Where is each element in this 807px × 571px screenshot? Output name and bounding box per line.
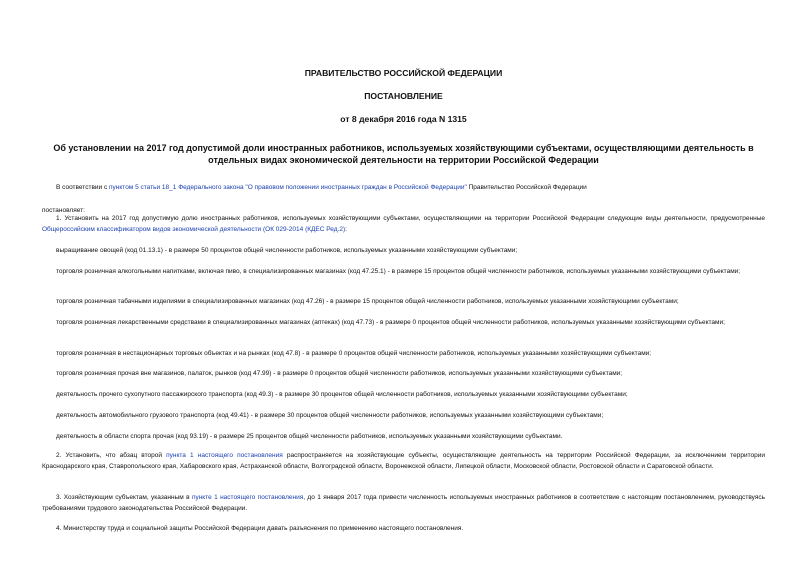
paragraph-1-suffix: : — [345, 226, 347, 233]
list-item: торговля розничная в нестационарных торговых объектах и на рынках (код 47.8) - в размере 0 процентов общей численности работников, используемых указанными хозяйствующими субъектами; — [56, 350, 652, 357]
decides-text: постановляет: — [42, 207, 85, 214]
document-title: Об установлении на 2017 год допустимой доли иностранных работников, используемых хозяйствующими субъектами, осуществляющими деятельность в отдельных видах экономической деятельности на территории Российской Федерации — [53, 143, 754, 165]
preamble-suffix: Правительство Российской Федерации — [466, 184, 587, 191]
doc-type-heading: ПОСТАНОВЛЕНИЕ — [364, 91, 443, 101]
list-item: торговля розничная табачными изделиями в специализированных магазинах (код 47.26) - в размере 15 процентов общей численности работников, используемых указанными хозяйствующими субъектами; — [56, 298, 679, 305]
list-item: деятельность автомобильного грузового транспорта (код 49.41) - в размере 30 процентов общей численности работников, используемых указанными хозяйствующими субъектами; — [56, 412, 604, 419]
paragraph-3-suffix: , до 1 января 2017 года привести численность используемых иностранных работников в соответствие с настоящим постановлением, руководствуясь требованиями трудового законодательства Российской Федерации. — [42, 494, 765, 512]
org-heading: ПРАВИТЕЛЬСТВО РОССИЙСКОЙ ФЕДЕРАЦИИ — [304, 68, 503, 78]
preamble-prefix: В соответствии с — [56, 184, 110, 191]
paragraph-1-reference-link[interactable]: пункта 1 настоящего постановления — [166, 452, 283, 459]
list-item: торговля розничная алкогольными напитками, включая пиво, в специализированных магазинах (код 47.25.1) - в размере 15 процентов общей численности работников, используемых указанными хозяйствующими субъектами; — [56, 268, 741, 275]
paragraph-2-suffix: распространяется на хозяйствующие субъекты, осуществляющие деятельность на территории Российской Федерации, за исключением территории Краснодарского края, Ставропольского края, Хабаровского края, Астраханской области, Волгоградской области, Воронежской области, Липецкой области, Московской области, Ростовской области и Саратовской области. — [42, 452, 765, 470]
list-item: торговля розничная прочая вне магазинов, палаток, рынков (код 47.99) - в размере 0 процентов общей численности работников, используемых указанными хозяйствующими субъектами; — [56, 370, 623, 377]
paragraph-4: 4. Министерству труда и социальной защиты Российской Федерации давать разъяснения по применению настоящего постановления. — [56, 525, 464, 532]
paragraph-3-prefix: 3. Хозяйствующим субъектам, указанным в — [56, 494, 192, 501]
list-item: выращивание овощей (код 01.13.1) - в размере 50 процентов общей численности работников, используемых указанными хозяйствующими субъектами; — [56, 247, 518, 254]
preamble — [42, 182, 765, 193]
date-number-heading: от 8 декабря 2016 года N 1315 — [340, 114, 467, 124]
list-item: деятельность в области спорта прочая (код 93.19) - в размере 25 процентов общей численности работников, используемых указанными хозяйствующими субъектами. — [56, 433, 563, 440]
paragraph-1-text: 1. Установить на 2017 год допустимую долю иностранных работников, используемых хозяйствующими субъектами, осуществляющими на территории Российской Федерации следующие виды деятельности, предусмотренные — [56, 215, 765, 222]
list-item: торговля розничная лекарственными средствами в специализированных магазинах (аптеках) (код 47.73) - в размере 0 процентов общей численности работников, используемых указанными хозяйствующими субъектами; — [56, 319, 725, 326]
paragraph-2-prefix: 2. Установить, что абзац второй — [56, 452, 167, 459]
paragraph-1 — [42, 213, 765, 235]
paragraph-3 — [42, 492, 765, 514]
paragraph-1-reference-link-2[interactable]: пункте 1 настоящего постановления — [191, 494, 304, 501]
paragraph-2 — [42, 450, 765, 472]
okved-classifier-link[interactable]: Общероссийским классификатором видов экономической деятельности (ОК 029-2014 (КДЕС Ред.2) — [42, 226, 346, 233]
list-item: деятельность прочего сухопутного пассажирского транспорта (код 49.3) - в размере 30 процентов общей численности работников, используемых указанными хозяйствующими субъектами; — [56, 391, 628, 398]
federal-law-link[interactable]: пунктом 5 статьи 18_1 Федерального закона "О правовом положении иностранных граждан в Российской Федерации" — [109, 184, 467, 191]
